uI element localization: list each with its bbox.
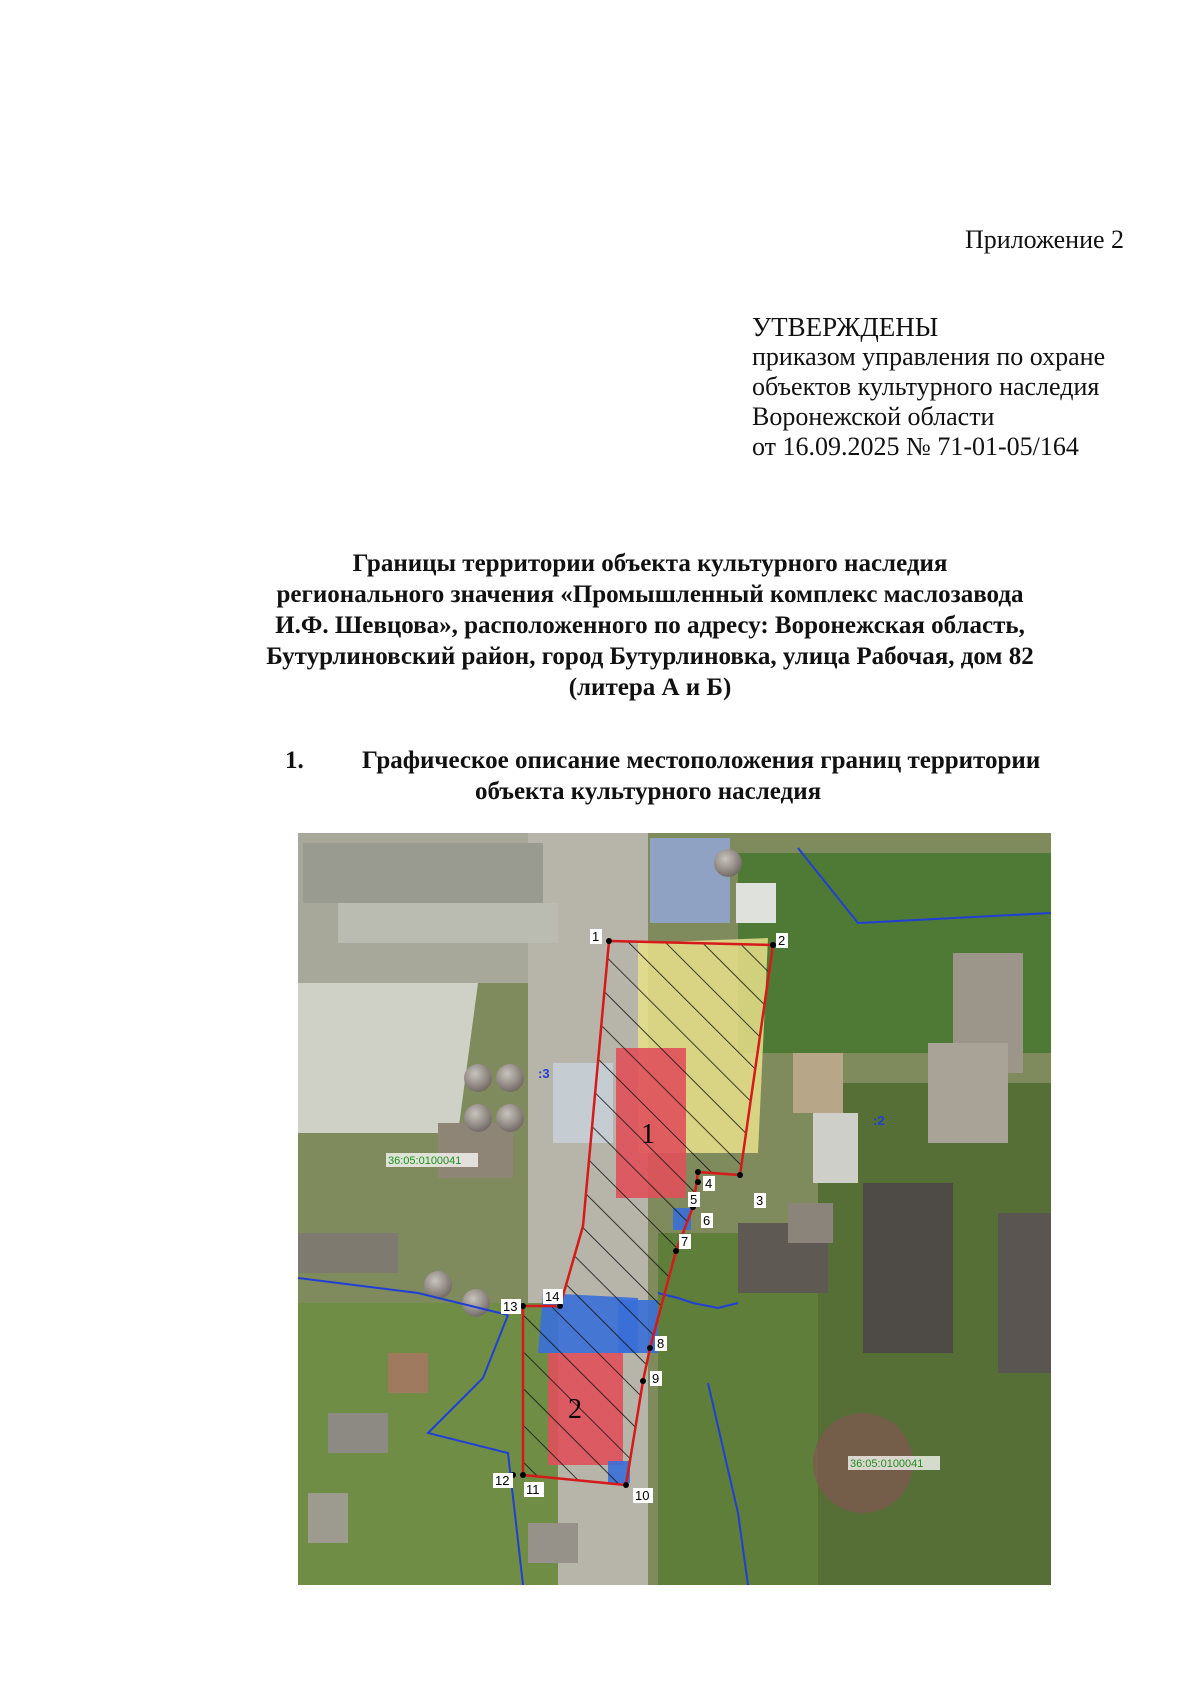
aerial-map bbox=[298, 833, 1051, 1585]
point-label-10: 10 bbox=[635, 1488, 650, 1503]
point-label-2: 2 bbox=[778, 933, 786, 948]
title-line-1: Границы территории объекта культурного наследия bbox=[352, 550, 948, 577]
approved-line-1: приказом управления по охране bbox=[752, 342, 1106, 371]
section-title-line-2: объекта культурного наследия bbox=[475, 778, 822, 805]
point-label-11: 11 bbox=[526, 1482, 540, 1497]
point-label-6: 6 bbox=[703, 1213, 711, 1228]
point-label-9: 9 bbox=[652, 1371, 660, 1386]
point-label-8: 8 bbox=[657, 1336, 665, 1351]
point-label-12: 12 bbox=[495, 1473, 510, 1488]
approved-line-3: Воронежской области bbox=[752, 402, 995, 431]
zone-label-1: 1 bbox=[641, 1119, 655, 1150]
title-line-5: (литера А и Б) bbox=[568, 674, 732, 701]
point-label-1: 1 bbox=[592, 929, 600, 944]
appendix-label: Приложение 2 bbox=[965, 225, 1125, 254]
point-label-3: 3 bbox=[756, 1193, 764, 1208]
parcel-label-2: :2 bbox=[873, 1113, 885, 1128]
point-label-7: 7 bbox=[681, 1234, 689, 1249]
section-title-line-1: Графическое описание местоположения границ территории bbox=[362, 747, 1041, 774]
title-line-4: Бутурлиновский район, город Бутурлиновка, улица Рабочая, дом 82 bbox=[266, 643, 1034, 670]
approved-heading: УТВЕРЖДЕНЫ bbox=[752, 312, 939, 342]
point-label-4: 4 bbox=[705, 1176, 713, 1191]
section-number: 1. bbox=[285, 747, 304, 774]
point-label-13: 13 bbox=[503, 1299, 518, 1314]
approved-line-4: от 16.09.2025 № 71-01-05/164 bbox=[752, 432, 1079, 461]
title-line-3: И.Ф. Шевцова», расположенного по адресу: Воронежская область, bbox=[275, 612, 1025, 639]
document-title bbox=[150, 548, 1150, 703]
title-line-2: регионального значения «Промышленный комплекс маслозавода bbox=[276, 581, 1024, 608]
approved-line-2: объектов культурного наследия bbox=[752, 372, 1100, 401]
point-label-5: 5 bbox=[690, 1192, 698, 1207]
cadastral-label-left: 36:05:0100041 bbox=[388, 1155, 462, 1167]
approval-stamp bbox=[752, 312, 1105, 462]
point-label-14: 14 bbox=[545, 1289, 560, 1304]
cadastral-label-right: 36:05:0100041 bbox=[850, 1458, 924, 1470]
parcel-label-3: :3 bbox=[538, 1066, 550, 1081]
zone-label-2: 2 bbox=[568, 1394, 582, 1425]
